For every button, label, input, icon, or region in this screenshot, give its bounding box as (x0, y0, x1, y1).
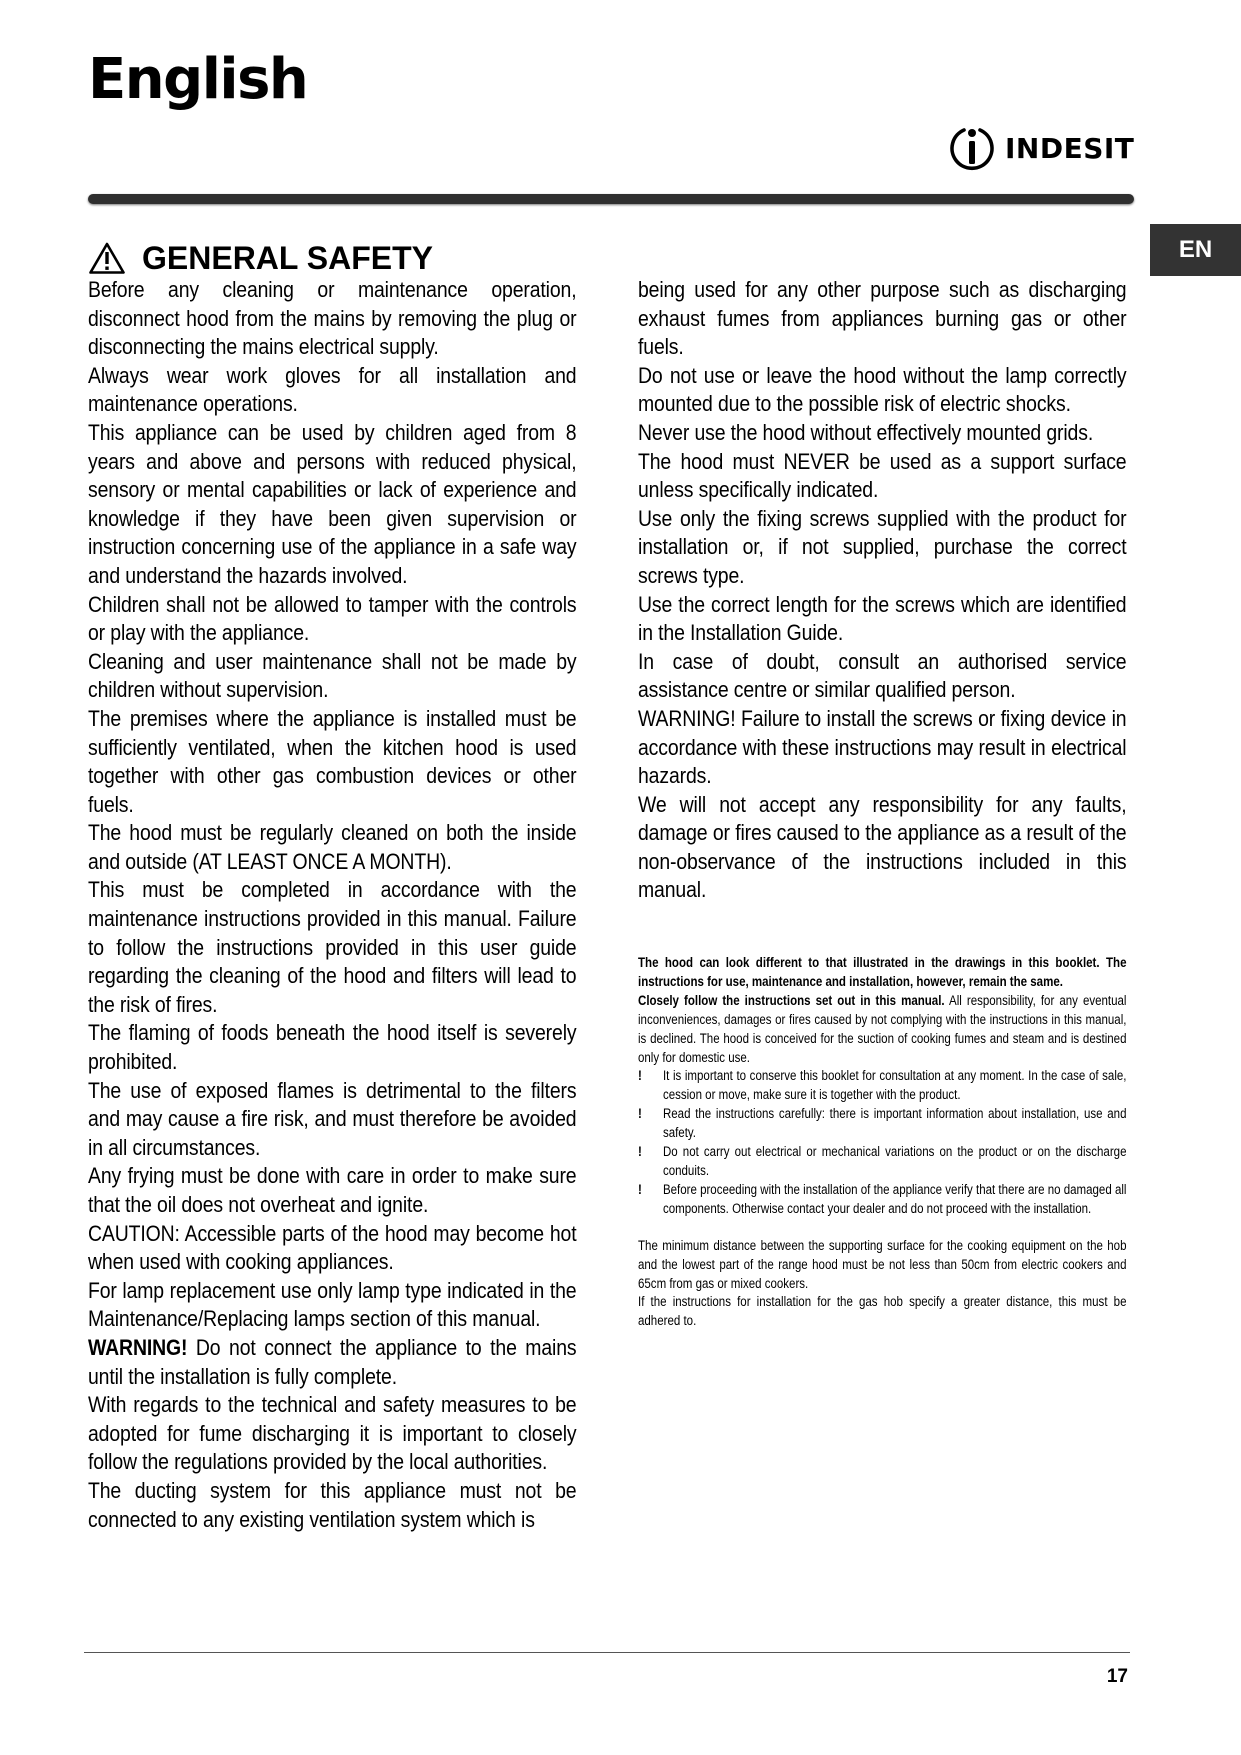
bullet-marker: ! (638, 1068, 642, 1084)
warning-paragraph (88, 1334, 576, 1391)
bullet-text: It is important to conserve this booklet for consultation at any moment. In the case of sale, cession or move, make sure it is together with the product. (662, 1068, 1127, 1103)
paragraph: We will not accept any responsibility for any faults, damage or fires caused to the appliance as a result of the non-observance of the instructions included in this manual. (638, 791, 1127, 903)
paragraph: Before any cleaning or maintenance operation, disconnect hood from the mains by removing the plug or disconnecting the mains electrical supply. (88, 277, 577, 360)
notes-block (638, 954, 1127, 1331)
note-distance: The minimum distance between the supporting surface for the cooking equipment on the hob and the lowest part of the range hood must be not less than 50cm from electric cookers and 65cm from gas or mixed cookers. (638, 1237, 1127, 1291)
brand-wordmark: INDESIT (1005, 131, 1135, 165)
paragraph: This appliance can be used by children aged from 8 years and above and persons with reduced physical, sensory or mental capabilities or lack of experience and knowledge if they have been given supervision or instruction concerning use of the appliance in a safe way and understand the hazards involved. (88, 419, 577, 588)
warning-label: WARNING! (88, 1334, 188, 1360)
paragraph: Cleaning and user maintenance shall not be made by children without supervision. (88, 648, 577, 703)
paragraph: The hood must NEVER be used as a support surface unless specifically indicated. (638, 448, 1127, 503)
paragraph: Never use the hood without effectively mounted grids. (638, 419, 1094, 445)
note-intro: The hood can look different to that illustrated in the drawings in this booklet. The instructions for use, maintenance and installation, however, remain the same. (638, 955, 1127, 989)
note-follow-text: All responsibility, for any eventual inconveniences, damages or fires caused by not complying with the instructions in this manual, is declined. The hood is conceived for the suction of cooking fumes and steam and is destined only for domestic use. (638, 992, 1127, 1065)
paragraph: Do not use or leave the hood without the lamp correctly mounted due to the possible risk of electric shocks. (638, 362, 1127, 417)
note-gas: If the instructions for installation for the gas hob specify a greater distance, this must be adhered to. (638, 1294, 1127, 1329)
paragraph: The hood must be regularly cleaned on both the inside and outside (AT LEAST ONCE A MONTH). (88, 820, 577, 874)
paragraph: CAUTION: Accessible parts of the hood may become hot when used with cooking appliances. (88, 1220, 577, 1275)
indesit-logo-icon (946, 122, 998, 174)
left-column (88, 276, 577, 1534)
paragraph: This must be completed in accordance with the maintenance instructions provided in this manual. Failure to follow the instructions provided in this user guide regarding the cleaning of the hood and filters will lead to the risk of fires. (88, 877, 577, 1017)
paragraph: Use only the fixing screws supplied with the product for installation or, if not supplied, purchase the correct screws type. (638, 505, 1127, 588)
warning-text: Do not connect the appliance to the mains until the installation is fully complete. (88, 1334, 577, 1389)
bullet-marker: ! (638, 1106, 642, 1122)
paragraph: The premises where the appliance is installed must be sufficiently ventilated, when the kitchen hood is used together with other gas combustion devices or other fuels. (88, 705, 577, 817)
paragraph: For lamp replacement use only lamp type indicated in the Maintenance/Replacing lamps section of this manual. (88, 1277, 577, 1332)
section-heading (88, 238, 433, 278)
bullet-marker: ! (638, 1181, 642, 1197)
right-column (638, 276, 1127, 905)
language-tab: EN (1150, 224, 1241, 276)
footer-divider (84, 1652, 1130, 1653)
paragraph: With regards to the technical and safety measures to be adopted for fume discharging it is important to closely follow the regulations provided by the local authorities. (88, 1392, 577, 1475)
bullet-text: Read the instructions carefully: there is important information about installation, use and safety. (662, 1106, 1127, 1141)
paragraph: Any frying must be done with care in order to make sure that the oil does not overheat and ignite. (88, 1163, 577, 1217)
warning-triangle-icon (88, 241, 126, 275)
bullet-text: Before proceeding with the installation of the appliance verify that there are no damaged all components. Otherwise contact your dealer and do not proceed with the installation. (662, 1181, 1127, 1216)
paragraph: being used for any other purpose such as discharging exhaust fumes from appliances burning gas or other fuels. (638, 277, 1127, 360)
note-bullet (638, 1181, 1126, 1219)
paragraph: Children shall not be allowed to tamper with the controls or play with the appliance. (88, 591, 577, 646)
paragraph: Use the correct length for the screws which are identified in the Installation Guide. (638, 591, 1127, 646)
paragraph: WARNING! Failure to install the screws or fixing device in accordance with these instructions may result in electrical hazards. (638, 705, 1127, 789)
paragraph: The ducting system for this appliance must not be connected to any existing ventilation system which is (88, 1477, 577, 1532)
brand-logo (946, 122, 1134, 174)
paragraph: The use of exposed flames is detrimental to the filters and may cause a fire risk, and must therefore be avoided in all circumstances. (88, 1077, 577, 1160)
page-number: 17 (1106, 1666, 1128, 1687)
paragraph: In case of doubt, consult an authorised service assistance centre or similar qualified person. (638, 648, 1127, 703)
bullet-marker: ! (638, 1144, 642, 1160)
note-follow (638, 992, 1126, 1068)
note-follow-bold: Closely follow the instructions set out in this manual. (638, 992, 945, 1008)
spacer (638, 1219, 1127, 1237)
paragraph: The flaming of foods beneath the hood itself is severely prohibited. (88, 1020, 577, 1075)
bullet-text: Do not carry out electrical or mechanical variations on the product or on the discharge conduits. (662, 1144, 1127, 1178)
note-bullet (638, 1143, 1126, 1181)
header-divider (88, 194, 1134, 204)
note-bullet (638, 1067, 1126, 1105)
note-bullet (638, 1105, 1126, 1143)
page-title: English (88, 47, 308, 112)
paragraph: Always wear work gloves for all installation and maintenance operations. (88, 362, 577, 417)
section-heading-text: GENERAL SAFETY (142, 239, 433, 276)
